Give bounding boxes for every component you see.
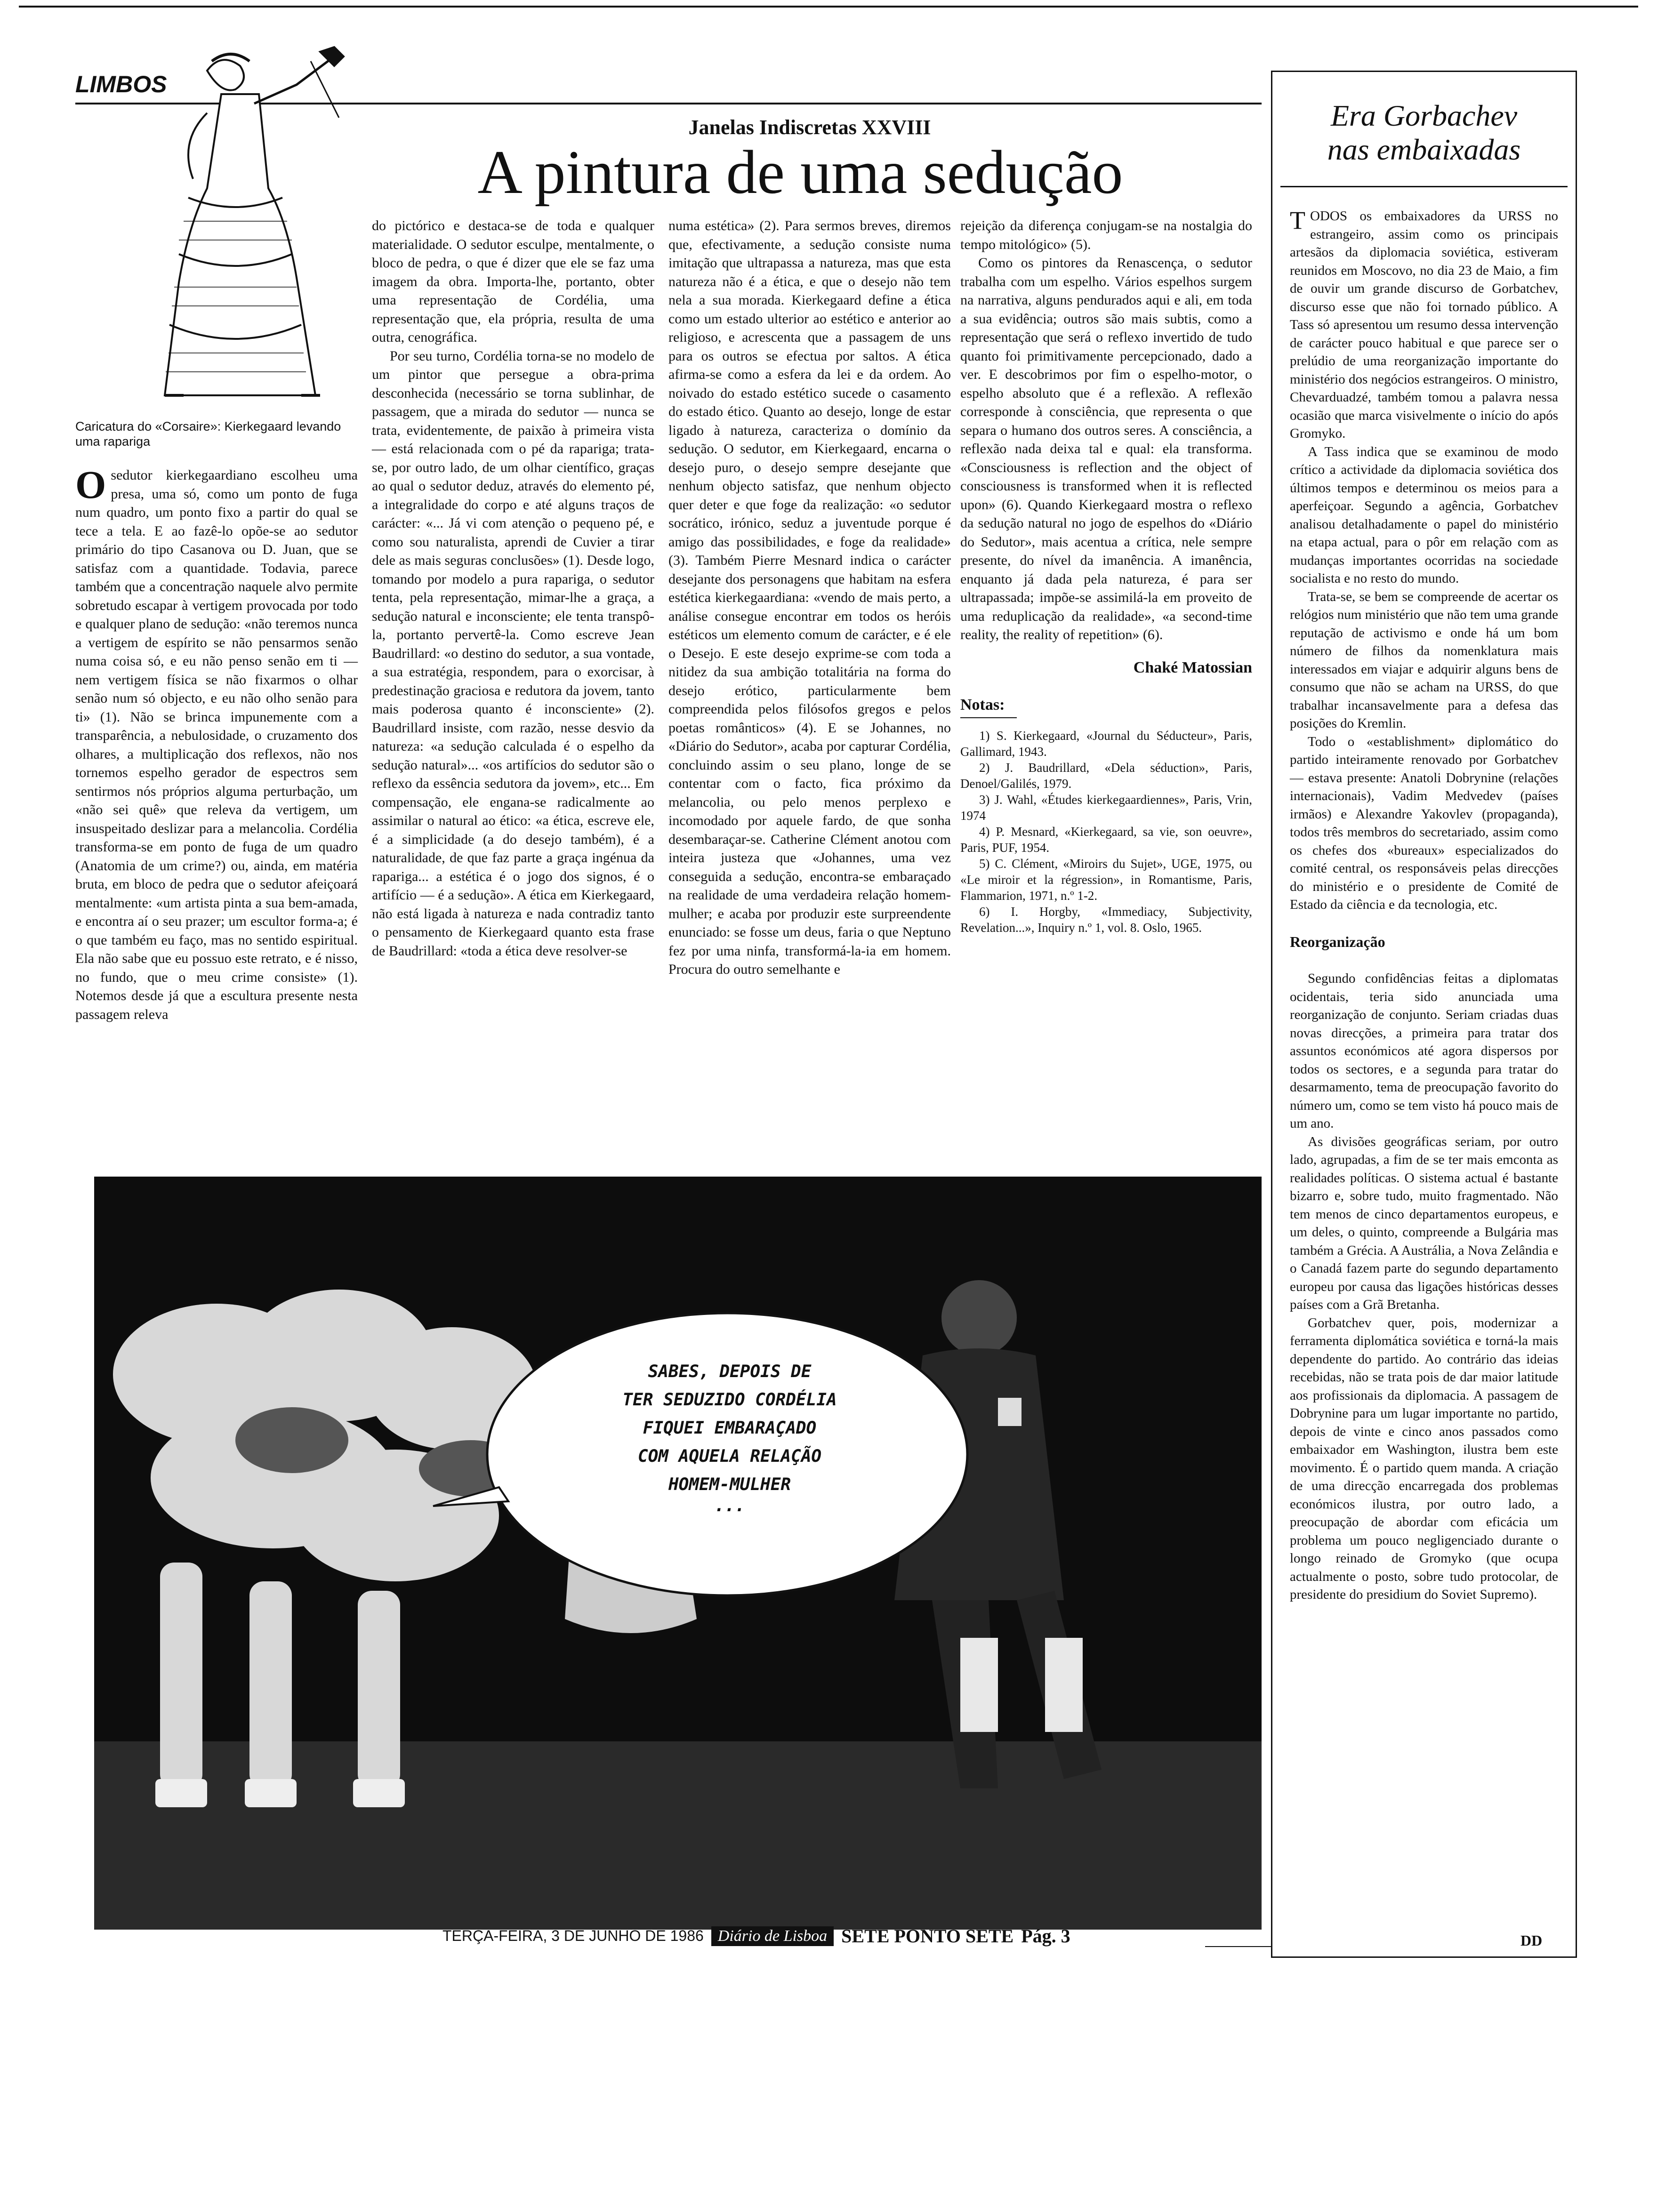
- newspaper-masthead: Diário de Lisboa: [711, 1926, 834, 1946]
- article-column-1: [75, 463, 358, 1024]
- article-column-2: [372, 216, 654, 960]
- sidebar-paragraph: A Tass indica que se examinou de modo crítico a actividade da diplomacia soviética dos últimos tempos e determinou os meios para a aperfeiçoar. Segundo a agência, Gorbatchev analisou detalhadamente o papel do ministério na etapa actual, para o pôr em relação com as mudanças importantes ocorridas na sociedade socialista e no resto do mundo.: [1290, 444, 1558, 586]
- article-paragraph: Por seu turno, Cordélia torna-se no modelo de um pintor que persegue a obra-prima desconhecida (necessário se torna sublinhar, de passagem, que a mirada do sedutor — nunca se trata, evidentemente, de paixão à primeira vista — está relacionada com o pé da rapariga; trata-se, por outro lado, de um olhar científico, graças ao qual o sedutor deduz, através do elemento pé, a integralidade do corpo e até alguns traços de carácter: «... Já vi com atenção o pequeno pé, e como sou naturalista, aprendi de Cuvier a tirar dele as mais seguras conclusões» (1). Desde logo, tomando por modelo a pura rapariga, o sedutor tenta, pela representação, mimar-lhe a graça, a sedução natural e inconsciente; ele tenta transpô-la, portanto pervertê-la. Como escreve Jean Baudrillard: «o destino do sedutor, a sua vontade, a sua estratégia, respondem, para o exorcisar, à predestinação graciosa e redutora da jovem, tanto mais poderosa quanto é inconsciente» (2). Baudrillard insiste, com razão, nesse desvio da natureza: «a sedução calculada é o espelho da sedução natural»... «os artifícios do sedutor são o reflexo da essência sedutora da jovem», etc... Em compensação, ele engana-se radicalmente ao assimilar o natural ao ético: «a ética, escreve ele, é a simplicidade (a do desejo também), é a naturalidade, de que faz parte a graça ingénua da rapariga... a estética é o jogo dos signos, é o artifício — é a sedução». A ética em Kierkegaard, não está ligada à natureza e nada contradiz tanto o pensamento de Kierkegaard quanto esta frase de Baudrillard: «toda a ética deve resolver-se: [372, 348, 654, 959]
- article-headline: A pintura de uma sedução: [477, 137, 1123, 207]
- bubble-line: ...: [714, 1496, 745, 1515]
- sidebar-title-line: Era Gorbachev: [1330, 99, 1518, 132]
- speech-bubble-text: [527, 1358, 932, 1513]
- sidebar-paragraph: Gorbatchev quer, pois, modernizar a ferramenta diplomática soviética e torná-la mais dependente do partido. Ao contrário das ideias recebidas, não se trata pois de dar maior latitude aos profissionais da diplomacia. A passagem de Dobrynine para um lugar importante no partido, depois de vinte e cinco anos passados como embaixador em Washington, ilustra bem este movimento. É o partido quem manda. A criação de uma direcção encarregada dos problemas económicos ilustra, por outro lado, a preocupação de abordar com eficácia um problema um pouco negligenciado durante o longo reinado de Gromyko (que ocupa actualmente o posto, sobre tudo protocolar, de presidente do presidium do Soviet Supremo).: [1290, 1315, 1558, 1602]
- sidebar-subhead: Reorganização: [1290, 933, 1385, 950]
- sidebar-signature: DD: [1520, 1932, 1543, 1949]
- sidebar-paragraph: Todo o «establishment» diplomático do partido inteiramente renovado por Gorbatchev — estava presente: Anatoli Dobrynine (relações internacionais), Vadim Medvedev (países irmãos) e Alexandre Yakovlev (propaganda), todos três membros do secretariado, assim como os chefes dos «bureaux» especializados do comité central, os responsáveis pelas direcções do ministério e o presidente de Comité de Estado da ciência e da tecnologia, etc.: [1290, 734, 1558, 912]
- sidebar-paragraph: As divisões geográficas seriam, por outro lado, agrupadas, a fim de se ter mais emconta as realidades políticas. O sistema actual é bastante bizarro e, sobre tudo, muito fragmentado. Não tem menos de cinco departamentos europeus, e um deles, o quinto, compreende a Bulgária mas também a Grécia. A Austrália, a Nova Zelândia e o Canadá fazem parte do segundo departamento europeu por causa das ligações históricas desses países com a Grã Bretanha.: [1290, 1134, 1558, 1312]
- drop-cap: O: [75, 463, 106, 507]
- bubble-line: TER SEDUZIDO CORDÉLIA: [622, 1390, 837, 1410]
- article-paragraph: sedutor kierkegaardiano escolheu uma presa, uma só, como um ponto de fuga num quadro, um ponto fixo a partir do qual se tece a tela. E ao fazê-lo opõe-se ao sedutor primário do tipo Casanova ou D. Juan, que se satisfaz com a quantidade. Todavia, parece também que a concentração naquele alvo permite sobretudo escapar à vertigem provocada por todo e qualquer plano de sedução: «não teremos nunca a vertigem de espírito se não pensarmos senão numa coisa só, e eu não penso senão em ti — nem vertigem física se não fixarmos o olhar senão num só objecto, e eu não olho senão para ti» (1). Não se brinca impunemente com a transparência, a nebulosidade, o cruzamento dos olhares, a multiplicação dos reflexos, não nos tornemos espelho gerador de espectros sem sentirmos nós próprios alguma perturbação, um «não sei quê» que releva da vertigem, um insuspeitado deslizar para a melancolia. Cordélia transforma-se em ponto de fuga de um quadro (Anatomia de um crime?) ou, ainda, em matéria bruta, em bloco de pedra que o sedutor afeiçoará mentalmente: «um artista pinta a sua bem-amada, e encontra aí o seu prazer; um escultor forma-a; é o que também eu faço, mas no sentido espiritual. Ela não sabe que eu possuo este retrato, e é nisso, no fundo, que o meu crime consiste» (1). Notemos desde já que a escultura presente nesta passagem releva: [75, 467, 358, 1022]
- note-item: 3) J. Wahl, «Études kierkegaardiennes», Paris, Vrin, 1974: [960, 792, 1252, 823]
- top-border: [19, 6, 1638, 8]
- bubble-line: COM AQUELA RELAÇÃO: [637, 1447, 822, 1466]
- sidebar-body: [1290, 207, 1558, 1604]
- bubble-line: FIQUEI EMBARAÇADO: [643, 1419, 817, 1438]
- supplement-name: SETE PONTO SETE: [841, 1925, 1014, 1947]
- article-kicker: Janelas Indiscretas XXVIII: [688, 116, 931, 139]
- article-paragraph: numa estética» (2). Para sermos breves, diremos que, efectivamente, a sedução consiste numa imitação que ultrapassa a natureza, mas que esta natureza não é a ética, e que o desejo não tem nela a sua morada. Kierkegaard define a ética como um estado ulterior ao estético e anterior ao religioso, e acrescenta que a passagem de uns para os outros se efectua por saltos. A ética afirma-se como a esfera da lei e da ordem. Ao noivado do estado estético sucede o casamento do estado ético. Quanto ao desejo, longe de estar ligado à natureza, caracteriza o domínio da sedução. O sedutor, em Kierkegaard, encarna o desejo puro, o desejo sempre desejante que nenhum objecto satisfaz, que nenhum objecto quer deter e que foge da realização: «o sedutor socrático, irónico, seduz a juventude porque é amigo das possibilidades, e foge da realidade» (3). Também Pierre Mesnard indica o carácter desejante dos personagens que habitam na esfera estética kierkegaardiana: «vendo de mais perto, a análise consegue encontrar em todos os heróis estéticos um elemento comum de carácter, e é ele o Desejo. E este desejo exprime-se com toda a nitidez da sua ambição totalitária na forma do desejo erótico, particularmente bem compreendida pelos filósofos gregos e pelos poetas românticos» (4). E se Johannes, no «Diário do Sedutor», acaba por capturar Cordélia, concluindo assim o seu plano, longe de se contentar com o facto, fica próximo da melancolia, ou pelo menos perplexo e incomodado por aquele fardo, de que sonha desembaraçar-se. Catherine Clément anotou com inteira justeza que «Johannes, uma vez conseguida a sedução, encontra-se embaraçado na realidade de uma verdadeira relação homem-mulher; e acaba por produzir este surpreendente enunciado: se fosse um deus, faria o que Neptuno fez por uma ninfa, transformá-la-ia em homem. Procura do outro semelhante e: [668, 218, 951, 977]
- page-number: Pág. 3: [1021, 1925, 1070, 1947]
- sidebar-paragraph: Segundo confidências feitas a diplomatas ocidentais, teria sido anunciada uma reorganização de conjunto. Seriam criadas duas novas direcções, a primeira para tratar dos assuntos económicos até agora dispersos por todos os sectores, e a segunda para tratar do desarmamento, tema de preocupação favorito do número um, como se tem visto há pouco mais de um ano.: [1290, 971, 1558, 1131]
- notes-list: [960, 728, 1252, 936]
- article-paragraph: Como os pintores da Renascença, o sedutor trabalha com um espelho. Vários espelhos surgem na narrativa, alguns pendurados aqui e ali, em toda a sua evidência; outros são mais subtis, como a representação que será o reflexo invertido de tudo quanto foi primitivamente percepcionado, dado a ver. E descobrimos por fim o espelho-motor, o espelho absoluto que é a reflexão. A reflexão corresponde à consciência, que representa o que separa o humano dos outros seres. A consciência, a reflexão nada deixa tal e qual: ela transforma. «Consciousness is reflection and the object of consciousness is transformed when it is reflected upon» (6). Quando Kierkegaard mostra o reflexo da sedução natural no jogo de espelhos do «Diário do Sedutor», mais acentua a crítica, nele sempre presente, do nível da imanência. A imanência, enquanto já dada pela natureza, é para ser ultrapassada; impõe-se assimilá-la em proveito de uma reduplicação da realidade», «a second-time reality, the reality of repetition» (6).: [960, 255, 1252, 642]
- footer-date: TERÇA-FEIRA, 3 DE JUNHO DE 1986: [442, 1927, 704, 1944]
- rugby-photo: [94, 1177, 1262, 1930]
- section-label: LIMBOS: [75, 71, 167, 97]
- article-byline: Chaké Matossian: [1133, 658, 1252, 676]
- sidebar-title: [1280, 99, 1568, 167]
- article-column-4: [960, 216, 1252, 936]
- sidebar-drop-cap: T: [1290, 206, 1305, 234]
- footer-rule: [1205, 1946, 1271, 1947]
- bubble-line: SABES, DEPOIS DE: [648, 1362, 812, 1381]
- article-paragraph: rejeição da diferença conjugam-se na nostalgia do tempo mitológico» (5).: [960, 218, 1252, 252]
- sidebar-title-line: nas embaixadas: [1327, 133, 1521, 166]
- note-item: 6) I. Horgby, «Immediacy, Subjectivity, Revelation...», Inquiry n.º 1, vol. 8. Oslo, 1965.: [960, 904, 1252, 935]
- note-item: 5) C. Clément, «Miroirs du Sujet», UGE, 1975, ou «Le miroir et la régression», in Romantisme, Paris, Flammarion, 1971, n.º 1-2.: [960, 856, 1252, 903]
- notes-rule: [960, 717, 1017, 718]
- sidebar-title-rule: [1280, 186, 1568, 187]
- bubble-line: HOMEM-MULHER: [668, 1475, 791, 1494]
- kierkegaard-caricature: [113, 42, 358, 419]
- note-item: 4) P. Mesnard, «Kierkegaard, sa vie, son oeuvre», Paris, PUF, 1954.: [960, 824, 1252, 855]
- image-caption: Caricatura do «Corsaire»: Kierkegaard levando uma rapariga: [75, 419, 341, 449]
- sidebar-paragraph: ODOS os embaixadores da URSS no estrangeiro, assim como os principais artesãos da diplomacia soviética, estiveram reunidos em Moscovo, no dia 23 de Maio, a fim de ouvir um grande discurso de Gorbatchev, discurso esse que não foi tornado público. A Tass só apresentou um resumo dessa intervenção de carácter pouco habitual e que parece ser o prelúdio de uma reorganização importante do ministério dos negócios estrangeiros. O ministro, Chevarduadzé, também tomou a palavra nessa ocasião que marca visivelmente o início do após Gromyko.: [1290, 208, 1558, 441]
- article-paragraph: do pictórico e destaca-se de toda e qualquer materialidade. O sedutor esculpe, mentalmente, o bloco de pedra, o que é dizer que ele se faz uma imagem da obra. Importa-lhe, portanto, obter uma representação de Cordélia, uma representação que, ela própria, resulta de uma outra, cenográfica.: [372, 218, 654, 345]
- sidebar-paragraph: Trata-se, se bem se compreende de acertar os relógios num ministério que não tem uma grande reputação de activismo e onde há um bom número de filhos da nomenklatura mais interessados em viajar e adquirir alguns bens de consumo que não se acham na URSS, do que trabalhar incansavelmente para a defesa das posições do Kremlin.: [1290, 589, 1558, 731]
- page-footer: [442, 1925, 1070, 1947]
- photo-scene: [94, 1177, 1262, 1930]
- article-column-3: [668, 216, 951, 979]
- note-item: 1) S. Kierkegaard, «Journal du Séducteur», Paris, Gallimard, 1943.: [960, 728, 1252, 759]
- note-item: 2) J. Baudrillard, «Dela séduction», Paris, Denoel/Galilés, 1979.: [960, 760, 1252, 791]
- notes-title: Notas:: [960, 696, 1005, 713]
